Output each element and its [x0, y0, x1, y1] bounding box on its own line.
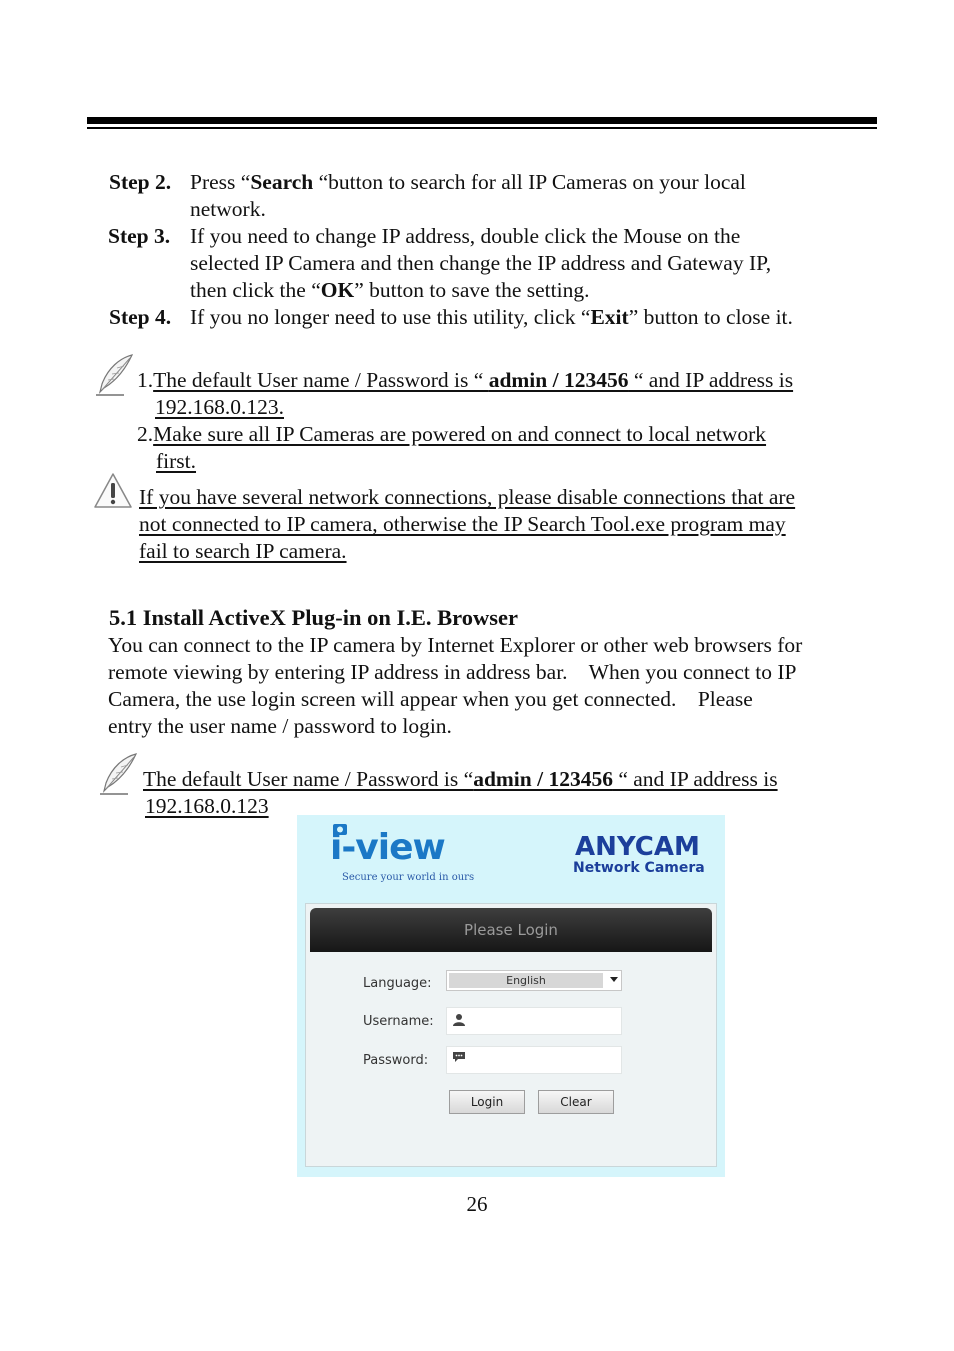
note-1: 1.The default User name / Password is “ admin / 123456 “ and IP address is [137, 368, 794, 392]
anycam-subtitle: Network Camera [573, 860, 705, 876]
section-paragraph-line2: remote viewing by entering IP address in address bar. When you connect to IP [108, 660, 797, 684]
step-3-text-line3: then click the “OK” button to save the setting. [190, 278, 590, 302]
step-3-label: Step 3. [108, 224, 171, 248]
note-1-line2: 192.168.0.123. [155, 395, 284, 419]
language-select-value: English [449, 973, 603, 988]
warning-text-line1: If you have several network connections, please disable connections that are [139, 485, 796, 509]
section-paragraph-line4: entry the user name / password to login. [108, 714, 452, 738]
password-label: Password: [363, 1053, 429, 1068]
iview-tagline: Secure your world in ours [342, 872, 475, 883]
step-4-text: If you no longer need to use this utility, click “Exit” button to close it. [190, 305, 793, 329]
password-input[interactable] [446, 1046, 622, 1074]
warning-text-line3: fail to search IP camera. [139, 539, 347, 563]
login-panel-title: Please Login [310, 908, 712, 952]
username-input[interactable] [446, 1007, 622, 1035]
anycam-logo: ANYCAM [575, 832, 700, 862]
note-3: The default User name / Password is “admin / 123456 “ and IP address is [143, 767, 778, 791]
warning-text-line2: not connected to IP camera, otherwise the IP Search Tool.exe program may [139, 512, 786, 536]
speech-bubble-icon [452, 1051, 466, 1064]
username-label: Username: [363, 1014, 434, 1029]
login-screenshot [297, 815, 725, 1177]
note-feather-icon [97, 751, 141, 797]
language-label: Language: [363, 976, 432, 991]
chevron-down-icon[interactable] [610, 977, 618, 982]
warning-icon [92, 471, 134, 511]
step-2-text-line2: network. [190, 197, 266, 221]
note-3-line2: 192.168.0.123 [145, 794, 269, 818]
step-3-text-line2: selected IP Camera and then change the IP address and Gateway IP, [190, 251, 772, 275]
note-feather-icon [94, 352, 136, 398]
user-icon [453, 1013, 465, 1027]
header-rule-thin [87, 127, 877, 129]
header-rule-thick [87, 117, 877, 124]
note-2: 2.Make sure all IP Cameras are powered on and connect to local network [137, 422, 767, 446]
page-number: 26 [466, 1192, 488, 1216]
step-2-text: Press “Search “button to search for all IP Cameras on your local [190, 170, 746, 194]
section-heading: 5.1 Install ActiveX Plug-in on I.E. Browser [109, 605, 518, 630]
section-paragraph-line1: You can connect to the IP camera by Internet Explorer or other web browsers for [108, 633, 803, 657]
clear-button[interactable]: Clear [538, 1090, 614, 1114]
login-button[interactable]: Login [449, 1090, 525, 1114]
section-paragraph-line3: Camera, the use login screen will appear when you get connected. Please [108, 687, 753, 711]
iview-logo: i-view [330, 827, 445, 868]
language-select[interactable] [446, 970, 622, 991]
note-2-line2: first. [156, 449, 197, 473]
step-3-text: If you need to change IP address, double click the Mouse on the [190, 224, 741, 248]
login-panel [305, 903, 717, 1167]
step-2-label: Step 2. [109, 170, 172, 194]
step-4-label: Step 4. [109, 305, 172, 329]
